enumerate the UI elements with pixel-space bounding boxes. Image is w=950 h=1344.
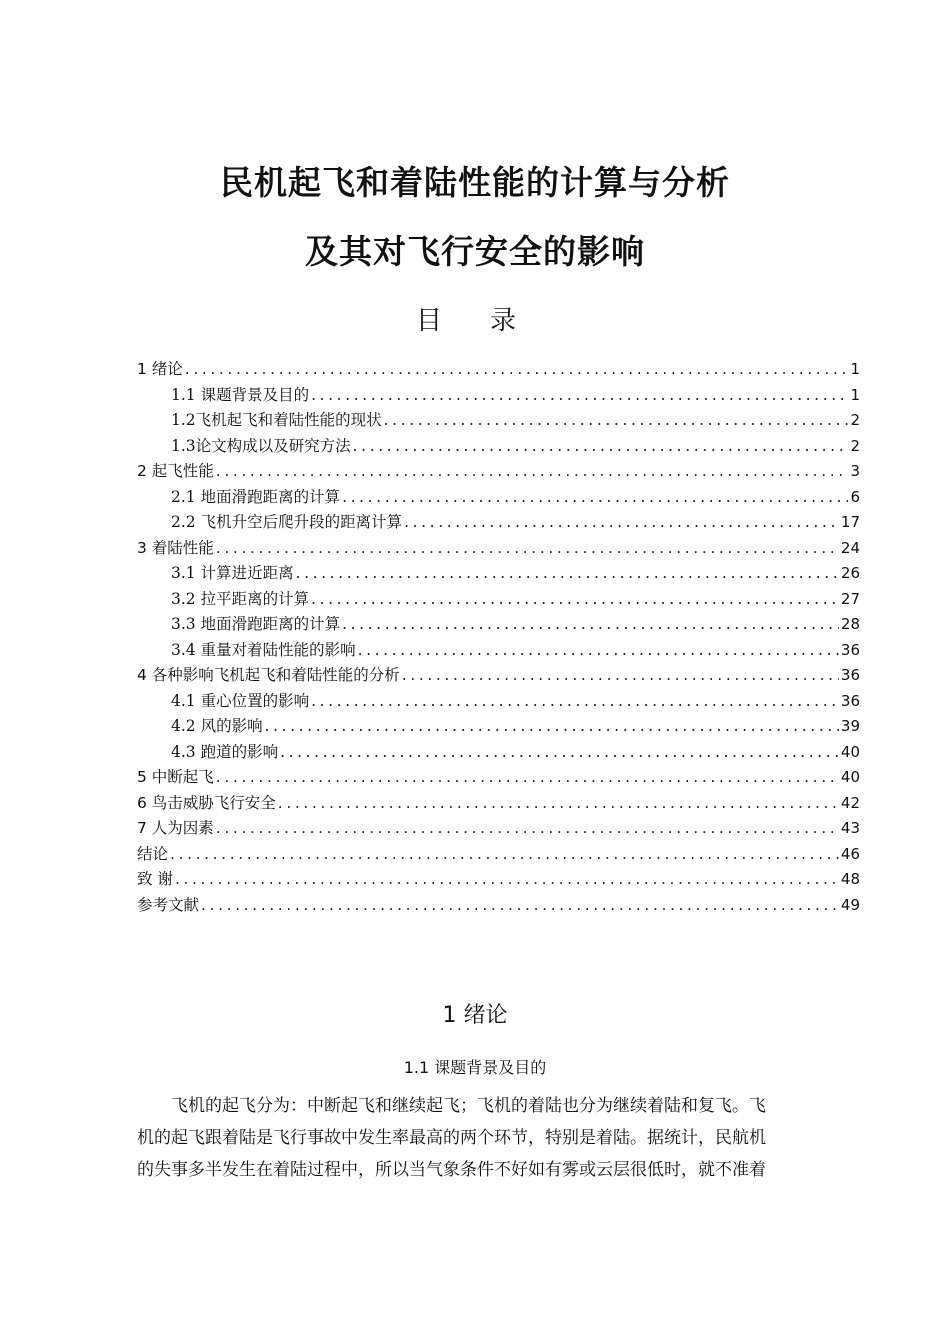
toc-dot-leader	[265, 714, 839, 740]
toc-entry[interactable]	[137, 536, 860, 562]
toc-dot-leader	[311, 689, 839, 715]
toc-dot-leader	[353, 434, 849, 460]
toc-entry-page-number: 40	[840, 742, 860, 761]
toc-entry[interactable]	[137, 510, 860, 536]
body-line: 的失事多半发生在着陆过程中，所以当气象条件不好如有雾或云层很低时，就不准着	[137, 1160, 766, 1180]
toc-dot-leader	[358, 638, 839, 664]
toc-entry[interactable]	[137, 791, 860, 817]
section-heading: 1 绪论	[442, 1003, 508, 1028]
toc-dot-leader	[170, 842, 839, 868]
toc-entry[interactable]	[137, 561, 860, 587]
toc-entry-page-number: 49	[840, 895, 860, 914]
toc-entry-label: 参考文献	[137, 895, 200, 914]
toc-dot-leader	[342, 485, 848, 511]
toc-entry-label: 4.2 风的影响	[171, 717, 263, 735]
toc-entry[interactable]	[137, 587, 860, 613]
subsection-heading: 1.1 课题背景及目的	[403, 1058, 547, 1077]
toc-dot-leader	[216, 816, 839, 842]
toc-entry-label: 致 谢	[137, 870, 173, 888]
body-paragraph	[137, 1090, 860, 1186]
toc-dot-leader	[216, 536, 839, 562]
toc-dot-leader	[311, 587, 839, 613]
toc-entry-page-number: 1	[850, 360, 860, 378]
toc-entry-page-number: 2	[850, 411, 860, 429]
toc-entry[interactable]	[137, 765, 860, 791]
toc-dot-leader	[185, 357, 849, 383]
toc-entry-page-number: 17	[840, 513, 860, 531]
toc-entry[interactable]	[137, 867, 860, 893]
toc-dot-leader	[216, 459, 849, 485]
table-of-contents	[137, 357, 860, 918]
toc-entry-label: 3.1 计算进近距离	[171, 564, 294, 582]
toc-entry-page-number: 1	[850, 385, 860, 404]
toc-dot-leader	[278, 791, 839, 817]
toc-entry[interactable]	[137, 485, 860, 511]
toc-entry-label: 1.2飞机起飞和着陆性能的现状	[171, 411, 382, 429]
body-line: 机的起飞跟着陆是飞行事故中发生率最高的两个环节，特别是着陆。据统计，民航机	[137, 1128, 766, 1148]
toc-entry-label: 3.4 重量对着陆性能的影响	[171, 640, 356, 659]
toc-entry-label: 4.3 跑道的影响	[171, 742, 279, 761]
toc-dot-leader	[280, 740, 839, 766]
document-title-line-1: 民机起飞和着陆性能的计算与分析	[220, 163, 730, 202]
toc-entry-label: 1.3论文构成以及研究方法	[171, 436, 351, 455]
toc-entry-label: 3.3 地面滑跑距离的计算	[171, 615, 341, 633]
toc-entry-label: 3.2 拉平距离的计算	[171, 589, 310, 608]
toc-entry-page-number: 26	[840, 564, 860, 582]
toc-dot-leader	[201, 893, 839, 919]
toc-entry[interactable]	[137, 663, 860, 689]
toc-dot-leader	[296, 561, 839, 587]
toc-entry-page-number: 27	[840, 589, 860, 608]
toc-entry-page-number: 48	[840, 870, 860, 888]
toc-entry-label: 6 鸟击威胁飞行安全	[137, 793, 276, 812]
body-line: 飞机的起飞分为：中断起飞和继续起飞；飞机的着陆也分为继续着陆和复飞。飞	[171, 1096, 766, 1116]
toc-entry[interactable]	[137, 689, 860, 715]
toc-dot-leader	[402, 663, 839, 689]
toc-entry[interactable]	[137, 714, 860, 740]
toc-entry-page-number: 39	[840, 717, 860, 735]
toc-entry-label: 结论	[137, 844, 169, 863]
toc-entry-page-number: 3	[850, 462, 860, 480]
toc-dot-leader	[404, 510, 839, 536]
document-title-line-2: 及其对飞行安全的影响	[305, 232, 645, 271]
toc-entry[interactable]	[137, 357, 860, 383]
toc-entry-page-number: 43	[840, 819, 860, 837]
toc-entry-label: 4.1 重心位置的影响	[171, 691, 310, 710]
toc-entry-label: 5 中断起飞	[137, 768, 214, 786]
toc-entry[interactable]	[137, 816, 860, 842]
toc-dot-leader	[384, 408, 849, 434]
toc-entry[interactable]	[137, 434, 860, 460]
toc-dot-leader	[175, 867, 839, 893]
toc-entry-page-number: 28	[840, 615, 860, 633]
toc-entry-page-number: 40	[840, 768, 860, 786]
toc-entry-page-number: 2	[850, 436, 860, 455]
toc-entry-page-number: 46	[840, 844, 860, 863]
toc-entry-page-number: 6	[850, 487, 860, 506]
toc-dot-leader	[216, 765, 839, 791]
toc-entry-label: 1.1 课题背景及目的	[171, 385, 310, 404]
toc-entry-page-number: 36	[840, 640, 860, 659]
toc-dot-leader	[311, 383, 848, 409]
toc-entry-page-number: 24	[840, 538, 860, 557]
toc-entry[interactable]	[137, 740, 860, 766]
toc-heading: 目录	[415, 306, 564, 336]
toc-entry[interactable]	[137, 612, 860, 638]
toc-entry-label: 2 起飞性能	[137, 462, 214, 480]
toc-entry[interactable]	[137, 459, 860, 485]
toc-entry-page-number: 36	[840, 691, 860, 710]
toc-entry-label: 2.1 地面滑跑距离的计算	[171, 487, 341, 506]
toc-entry-label: 3 着陆性能	[137, 538, 214, 557]
toc-entry-label: 1 绪论	[137, 360, 183, 378]
toc-entry[interactable]	[137, 408, 860, 434]
toc-dot-leader	[342, 612, 839, 638]
toc-entry[interactable]	[137, 893, 860, 919]
toc-entry-label: 7 人为因素	[137, 819, 214, 837]
toc-entry[interactable]	[137, 842, 860, 868]
toc-entry[interactable]	[137, 638, 860, 664]
toc-entry-label: 2.2 飞机升空后爬升段的距离计算	[171, 513, 403, 531]
toc-entry-page-number: 36	[840, 666, 860, 684]
toc-entry-label: 4 各种影响飞机起飞和着陆性能的分析	[137, 666, 400, 684]
toc-entry[interactable]	[137, 383, 860, 409]
toc-entry-page-number: 42	[840, 793, 860, 812]
